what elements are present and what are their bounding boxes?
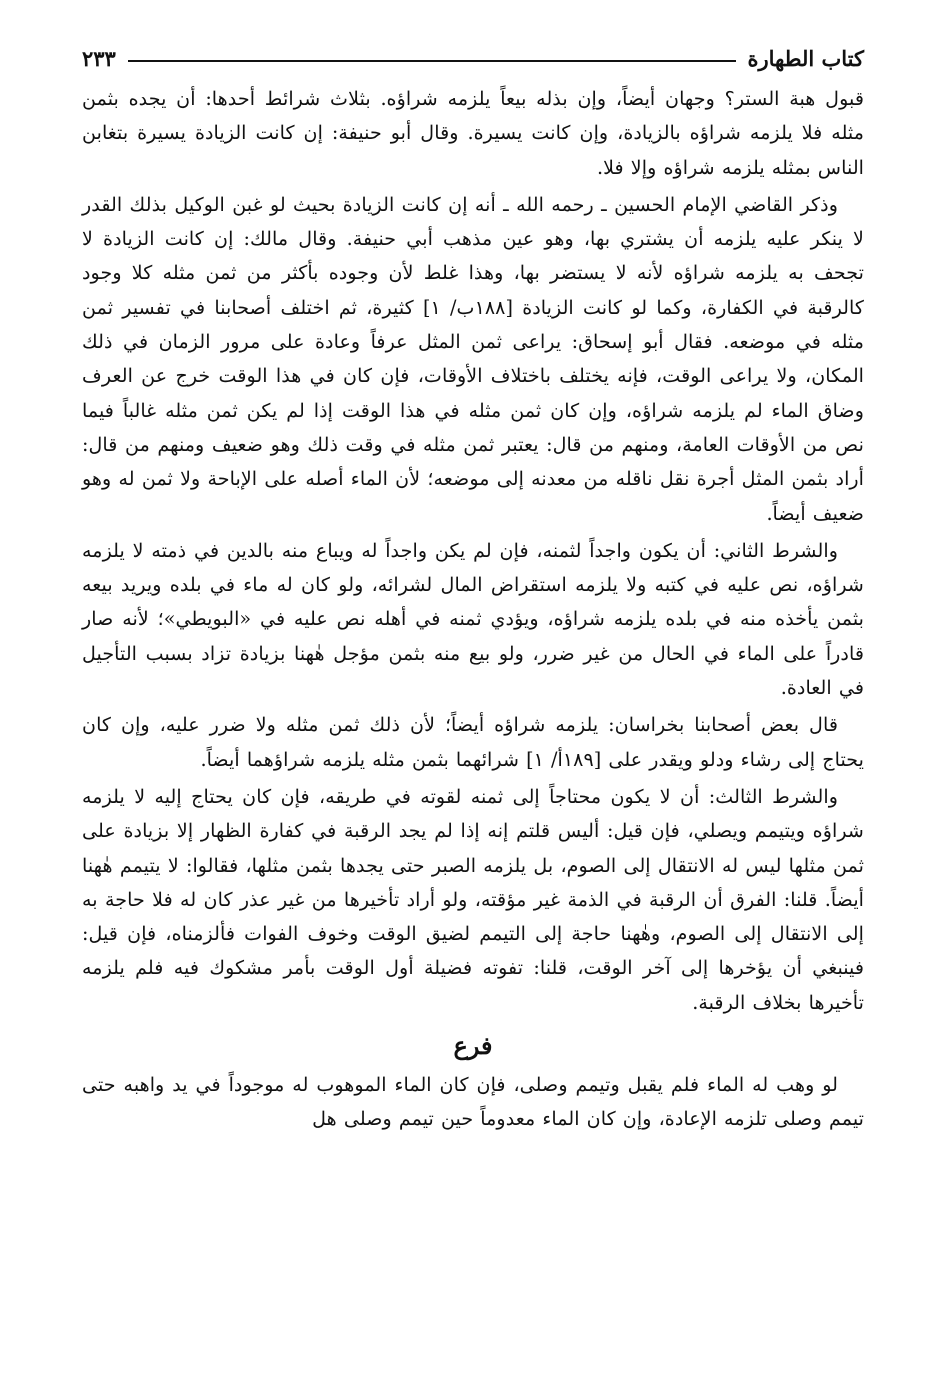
body-text bbox=[82, 82, 864, 1137]
final-paragraph: لو وهب له الماء فلم يقبل وتيمم وصلى، فإن كان الماء الموهوب له موجوداً في يد واهبه حتى تيمم وصلى تلزمه الإعادة، وإن كان الماء معدوماً حين تيمم وصلى هل bbox=[82, 1073, 864, 1131]
page-number: ٢٣٣ bbox=[82, 45, 116, 71]
paragraph-4: قال بعض أصحابنا بخراسان: يلزمه شراؤه أيضاً؛ لأن ذلك ثمن مثله ولا ضرر عليه، وإن كان يحتاج إلى رشاء ودلو ويقدر على [١٨٩أ/ ١] شرائهما بثمن مثله يلزمه شراؤهما أيضاً. bbox=[82, 713, 864, 771]
header-rule bbox=[128, 60, 736, 62]
paragraph-2: وذكر القاضي الإمام الحسين ـ رحمه الله ـ أنه إن كانت الزيادة بحيث لو غبن الوكيل بذلك القدر لا ينكر عليه يلزمه أن يشتري بها، وهو عين مذهب أبي حنيفة. وقال مالك: إن كانت الزيادة لا تجحف به يلزمه شراؤه لأنه لا يستضر بها، وهذا غلط لأن وجوده بأكثر من ثمن مثله كلا وجود كالرقبة في الكفارة، وكما لو كانت الزيادة [١٨٨ب/ ١] كثيرة، ثم اختلف أصحابنا في تفسير ثمن مثله في موضعه. فقال أبو إسحاق: يراعى ثمن المثل عرفاً وعادة على مرور الزمان في ذلك المكان، ولا يراعى الوقت، فإنه يختلف باختلاف الأوقات، فإن كان في هذا الوقت خرج عن العرف وضاق الماء لم يلزمه شراؤه، وإن كان ثمن مثله في هذا الوقت إذا لم يكن ثمن مثله غالباً فيما نص من الأوقات العامة، ومنهم من قال: يعتبر ثمن مثله في وقت ذلك وهو ضعيف ومنهم من قال: أراد بثمن المثل أجرة نقل ناقله من معدنه إلى موضعه؛ لأن الماء أصله على الإباحة ولا ثمن له وهو ضعيف أيضاً. bbox=[82, 192, 865, 525]
paragraph-3: والشرط الثاني: أن يكون واجداً لثمنه، فإن لم يكن واجداً له ويباع منه بالدين في ذمته لا يلزمه شراؤه، نص عليه في كتبه ولا يلزمه استقراض المال لشرائه، ولو كان له ماء في بلده ويريد بيعه بثمن يأخذه منه في بلده يلزمه شراؤه، ويؤدي ثمنه في أهله نص عليه في «البويطي»؛ لأنه صار قادراً على الماء في الحال من غير ضرر، ولو بيع منه بثمن مؤجل هٰهنا بزيادة تزاد بسبب التأجيل في العادة. bbox=[82, 538, 864, 700]
book-page bbox=[82, 38, 864, 1137]
paragraph-1: قبول هبة الستر؟ وجهان أيضاً، وإن بذله بيعاً يلزمه شراؤه. بثلاث شرائط أحدها: أن يجده بثمن مثله فلا يلزمه شراؤه بالزيادة، وإن كانت يسيرة. وقال أبو حنيفة: إن كانت الزيادة يسيرة بتغابن الناس بمثله يلزمه شراؤه وإلا فلا. bbox=[82, 87, 864, 179]
page-header bbox=[82, 38, 864, 78]
section-heading: فرع bbox=[453, 1031, 493, 1061]
running-title: كتاب الطهارة bbox=[747, 45, 864, 71]
paragraph-5: والشرط الثالث: أن لا يكون محتاجاً إلى ثمنه لقوته في طريقه، فإن كان يحتاج إليه لا يلزمه شراؤه ويتيمم ويصلي، فإن قيل: أليس قلتم إنه إذا لم يجد الرقبة في كفارة الظهار إلا بزيادة على ثمن مثلها ليس له الانتقال إلى الصوم، بل يلزمه الصبر حتى يجدها بثمن مثلها، فقالوا: لا يتيمم هٰهنا أيضاً. قلنا: الفرق أن الرقبة في الذمة غير مؤقته، ولو أراد تأخيرها من غير عذر كان له فلا حاجة به إلى الانتقال إلى الصوم، وهٰهنا حاجة إلى التيمم لضيق الوقت وخوف الفوات فألزمناه، فإن قيل: فينبغي أن يؤخرها إلى آخر الوقت، قلنا: تفوته فضيلة أول الوقت بأمر مشكوك فيه فلم يلزمه تأخيرها بخلاف الرقبة. bbox=[82, 784, 864, 1014]
